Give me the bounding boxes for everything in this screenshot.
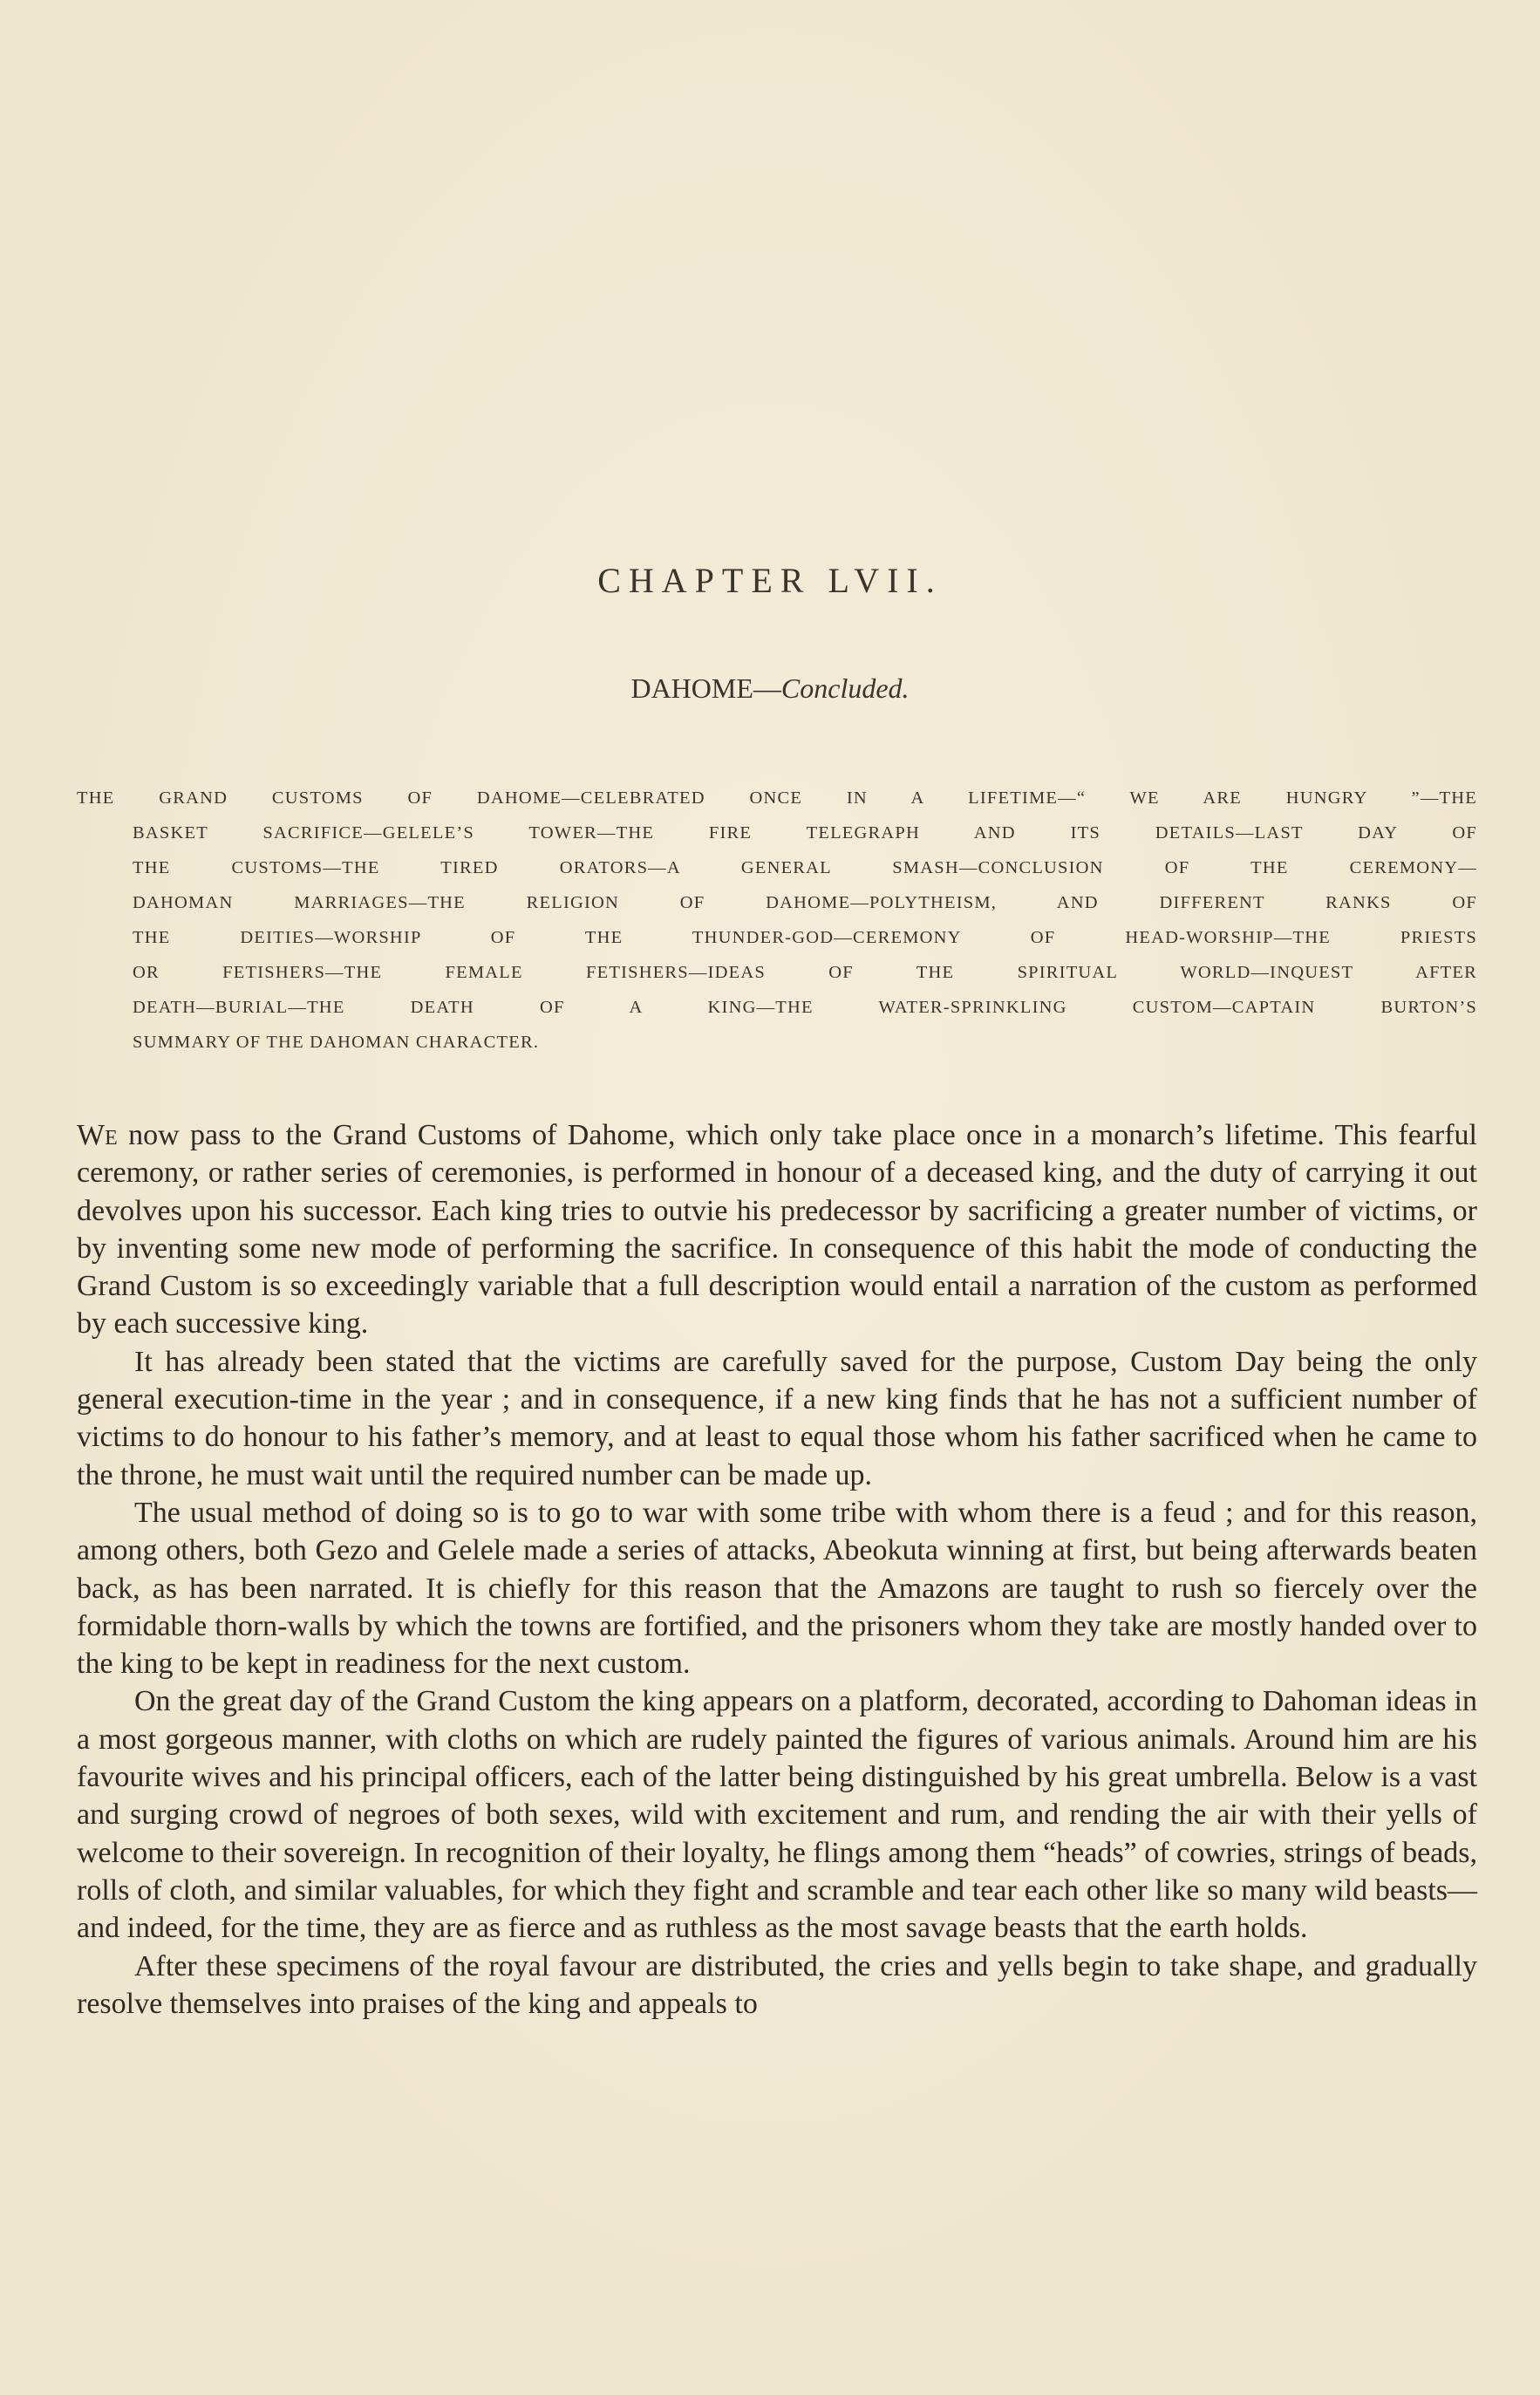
chapter-title: CHAPTER LVII. bbox=[597, 561, 943, 600]
chapter-subtitle-italic: Concluded. bbox=[780, 672, 910, 704]
chapter-subtitle-main: DAHOME— bbox=[630, 672, 781, 704]
synopsis-line: THE GRAND CUSTOMS OF DAHOME—CELEBRATED ONCE IN A LIFETIME—“ WE ARE HUNGRY ”—THE bbox=[77, 788, 1477, 808]
body-paragraph: After these specimens of the royal favour are distributed, the cries and yells begin to take shape, and gradually resolve themselves into praises of the king and appeals to bbox=[77, 1949, 1477, 2020]
paragraph-text: now pass to the Grand Customs of Dahome, which only take place once in a monarch’s lifetime. This fearful ceremony, or rather series of ceremonies, is performed in honour of a deceased king, and the duty of carrying it out devolves upon his successor. Each king tries to outvie his predecessor by sacrificing a greater number of victims, or by inventing some new mode of performing the sacrifice. In consequence of this habit the mode of conducting the Grand Custom is so exceedingly variable that a full description would entail a narration of the custom as performed by each successive king. bbox=[77, 1119, 1477, 1341]
chapter-synopsis bbox=[77, 781, 1477, 1060]
opening-word: We bbox=[77, 1119, 118, 1151]
body-paragraph bbox=[77, 1116, 1477, 1343]
body-paragraph: It has already been stated that the victims are carefully saved for the purpose, Custom Day being the only general execution-time in the year ; and in consequence, if a new king finds that he has not a sufficient number of victims to do honour to his father’s memory, and at least to equal those whom his father sacrificed when he came to the throne, he must wait until the required number can be made up. bbox=[77, 1345, 1477, 1491]
chapter-body bbox=[77, 1116, 1477, 2023]
synopsis-line: DEATH—BURIAL—THE DEATH OF A KING—THE WATER-SPRINKLING CUSTOM—CAPTAIN BURTON’S bbox=[133, 998, 1477, 1017]
synopsis-line: DAHOMAN MARRIAGES—THE RELIGION OF DAHOME—POLYTHEISM, AND DIFFERENT RANKS OF bbox=[133, 893, 1477, 912]
chapter-subtitle bbox=[0, 672, 1540, 705]
body-paragraph: The usual method of doing so is to go to war with some tribe with whom there is a feud ; and for this reason, among others, both Gezo and Gelele made a series of attacks, Abeokuta winning at first, but being afterwards beaten back, as has been narrated. It is chiefly for this reason that the Amazons are taught to rush so fiercely over the formidable thorn-walls by which the towns are fortified, and the prisoners whom they take are mostly handed over to the king to be kept in readiness for the next custom. bbox=[77, 1496, 1477, 1681]
synopsis-line: OR FETISHERS—THE FEMALE FETISHERS—IDEAS OF THE SPIRITUAL WORLD—INQUEST AFTER bbox=[133, 963, 1477, 982]
synopsis-line: BASKET SACRIFICE—GELELE’S TOWER—THE FIRE TELEGRAPH AND ITS DETAILS—LAST DAY OF bbox=[133, 823, 1477, 843]
synopsis-line: THE CUSTOMS—THE TIRED ORATORS—A GENERAL SMASH—CONCLUSION OF THE CEREMONY— bbox=[133, 858, 1477, 877]
body-paragraph: On the great day of the Grand Custom the king appears on a platform, decorated, according to Dahoman ideas in a most gorgeous manner, with cloths on which are rudely painted the figures of various animals. Around him are his favourite wives and his principal officers, each of the latter being distinguished by his great umbrella. Below is a vast and surging crowd of negroes of both sexes, wild with excitement and rum, and rending the air with their yells of welcome to their sovereign. In recognition of their loyalty, he flings among them “heads” of cowries, strings of beads, rolls of cloth, and similar valuables, for which they fight and scramble and tear each other like so many wild beasts—and indeed, for the time, they are as fierce and as ruthless as the most savage beasts that the earth holds. bbox=[77, 1685, 1477, 1945]
synopsis-line: THE DEITIES—WORSHIP OF THE THUNDER-GOD—CEREMONY OF HEAD-WORSHIP—THE PRIESTS bbox=[133, 928, 1477, 947]
synopsis-line: SUMMARY OF THE DAHOMAN CHARACTER. bbox=[133, 1033, 540, 1052]
